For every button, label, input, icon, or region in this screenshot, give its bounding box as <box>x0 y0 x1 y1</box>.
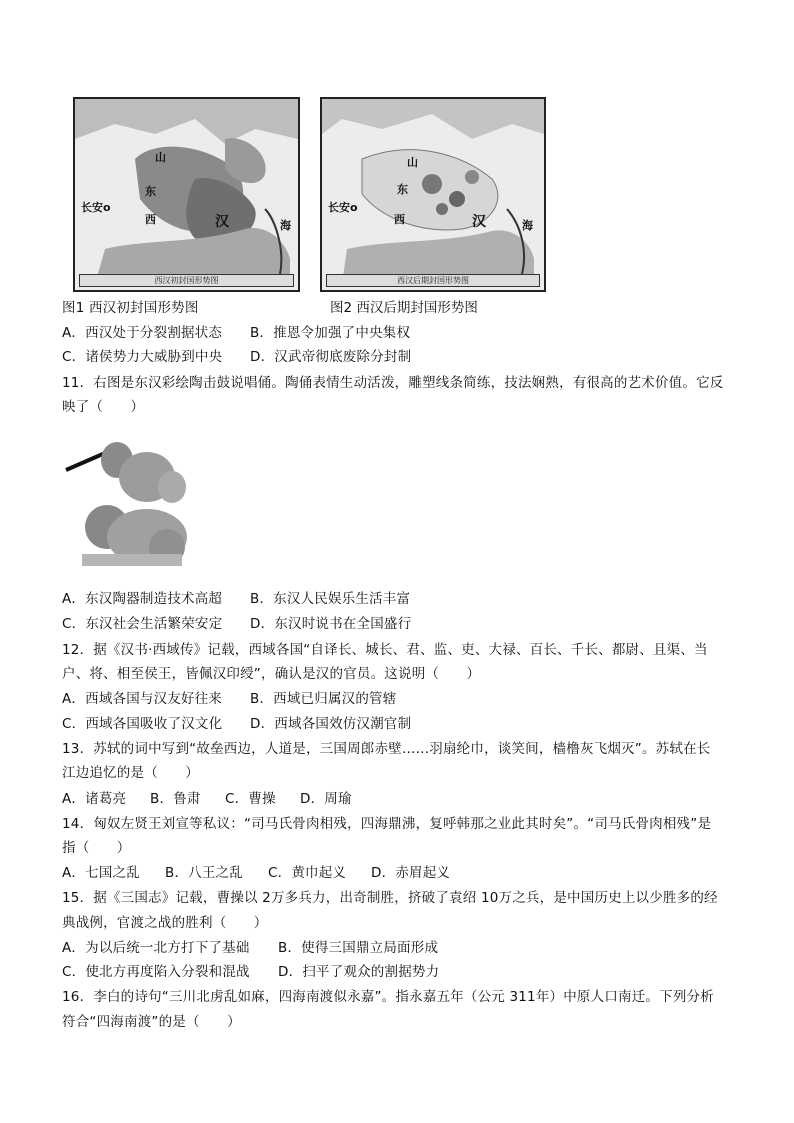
q10-option-b[interactable]: B．推恩令加强了中央集权 <box>250 325 411 341</box>
map1-label-north: 山 <box>155 151 166 164</box>
map-image-2 <box>322 99 544 290</box>
q15-option-c[interactable]: C．使北方再度陷入分裂和混战 <box>62 964 250 980</box>
figure-caption-1: 图1 西汉初封国形势图 <box>62 300 199 316</box>
q12-option-c[interactable]: C．西域各国吸收了汉文化 <box>62 716 223 732</box>
map2-label-east: 东 <box>397 183 408 196</box>
map2-label-sea: 海 <box>522 219 533 232</box>
q11-figurine-image <box>62 432 192 572</box>
q10-option-d[interactable]: D．汉武帝彻底废除分封制 <box>250 349 412 365</box>
q15-options-row-2 <box>62 964 439 980</box>
q13-stem-line-1: 13．苏轼的词中写到“故垒西边，人道是，三国周郎赤壁……羽扇纶巾，谈笑间，樯橹灰飞烟灭”。苏轼在长 <box>62 741 711 757</box>
map1-label-han: 汉 <box>215 214 229 230</box>
q12-stem-line-1: 12．据《汉书·西域传》记载，西域各国“自译长、城长、君、监、吏、大禄、百长、千长、都尉、且渠、当 <box>62 642 708 658</box>
map-figure-1 <box>73 97 300 292</box>
q15-options-row-1 <box>62 940 438 956</box>
q15-option-b[interactable]: B．使得三国鼎立局面形成 <box>278 940 439 956</box>
map2-inner-caption: 西汉后期封国形势图 <box>326 274 540 287</box>
q14-option-b[interactable]: B．八王之乱 <box>165 865 243 881</box>
map2-label-west: 西 <box>394 213 405 226</box>
q11-options-row-2 <box>62 616 411 632</box>
q13-options-row <box>62 791 352 807</box>
q12-option-b[interactable]: B．西域已归属汉的管辖 <box>250 691 397 707</box>
map2-label-han: 汉 <box>472 214 486 230</box>
q15-stem-line-1: 15．据《三国志》记载，曹操以 2万多兵力，出奇制胜，挤破了袁绍 10万之兵，是中国历史上以少胜多的经 <box>62 890 718 906</box>
q13-option-b[interactable]: B．鲁肃 <box>150 791 201 807</box>
q16-stem-line-1: 16．李白的诗句“三川北虏乱如麻，四海南渡似永嘉”。指永嘉五年（公元 311年）中原人口南迁。下列分析 <box>62 989 714 1005</box>
q10-option-c[interactable]: C．诸侯势力大威胁到中央 <box>62 349 223 365</box>
q14-option-d[interactable]: D．赤眉起义 <box>371 865 451 881</box>
map-image-1 <box>75 99 298 290</box>
map1-label-changan: 长安o <box>81 201 111 214</box>
map-figure-2 <box>320 97 546 292</box>
q12-options-row-2 <box>62 716 411 732</box>
q12-option-d[interactable]: D．西域各国效仿汉潮官制 <box>250 716 412 732</box>
map1-label-west: 西 <box>145 213 156 226</box>
q14-stem-line-2: 指（ ） <box>62 840 131 856</box>
q14-stem-line-1: 14．匈奴左贤王刘宣等私议：“司马氏骨肉相残，四海鼎沸，复呼韩那之业此其时矣”。“司马氏骨肉相残”是 <box>62 816 712 832</box>
map2-label-north: 山 <box>407 156 418 169</box>
map1-label-sea: 海 <box>280 219 291 232</box>
q10-options-row-2 <box>62 349 411 365</box>
q11-option-a[interactable]: A．东汉陶器制造技术高超 <box>62 591 223 607</box>
q12-option-a[interactable]: A．西域各国与汉友好往来 <box>62 691 223 707</box>
map1-label-east: 东 <box>145 185 156 198</box>
q14-option-a[interactable]: A．七国之乱 <box>62 865 140 881</box>
q13-option-d[interactable]: D．周瑜 <box>300 791 352 807</box>
q11-option-d[interactable]: D．东汉时说书在全国盛行 <box>250 616 412 632</box>
map2-label-changan: 长安o <box>328 201 358 214</box>
q14-option-c[interactable]: C．黄巾起义 <box>268 865 347 881</box>
q11-stem-line-1: 11．右图是东汉彩绘陶击鼓说唱俑。陶俑表情生动活泼，雕塑线条简练，技法娴熟，有很高的艺术价值。它反 <box>62 375 724 391</box>
q15-option-a[interactable]: A．为以后统一北方打下了基础 <box>62 940 250 956</box>
q10-options-row-1 <box>62 325 410 341</box>
q15-option-d[interactable]: D．扫平了观众的割据势力 <box>278 964 440 980</box>
q11-option-b[interactable]: B．东汉人民娱乐生活丰富 <box>250 591 411 607</box>
q11-options-row-1 <box>62 591 410 607</box>
q11-option-c[interactable]: C．东汉社会生活繁荣安定 <box>62 616 223 632</box>
q15-stem-line-2: 典战例，官渡之战的胜利（ ） <box>62 915 268 931</box>
q13-option-c[interactable]: C．曹操 <box>225 791 276 807</box>
q13-stem-line-2: 江边追忆的是（ ） <box>62 765 199 781</box>
figure-caption-2: 图2 西汉后期封国形势图 <box>330 300 478 316</box>
q12-stem-line-2: 户、将、相至侯王，皆佩汉印绶”，确认是汉的官员。这说明（ ） <box>62 666 481 682</box>
map1-inner-caption: 西汉初封国形势图 <box>79 274 294 287</box>
q10-option-a[interactable]: A．西汉处于分裂割据状态 <box>62 325 223 341</box>
q13-option-a[interactable]: A．诸葛亮 <box>62 791 127 807</box>
q14-options-row <box>62 865 450 881</box>
q12-options-row-1 <box>62 691 396 707</box>
q11-stem-line-2: 映了（ ） <box>62 399 145 415</box>
q16-stem-line-2: 符合“四海南渡”的是（ ） <box>62 1014 241 1030</box>
